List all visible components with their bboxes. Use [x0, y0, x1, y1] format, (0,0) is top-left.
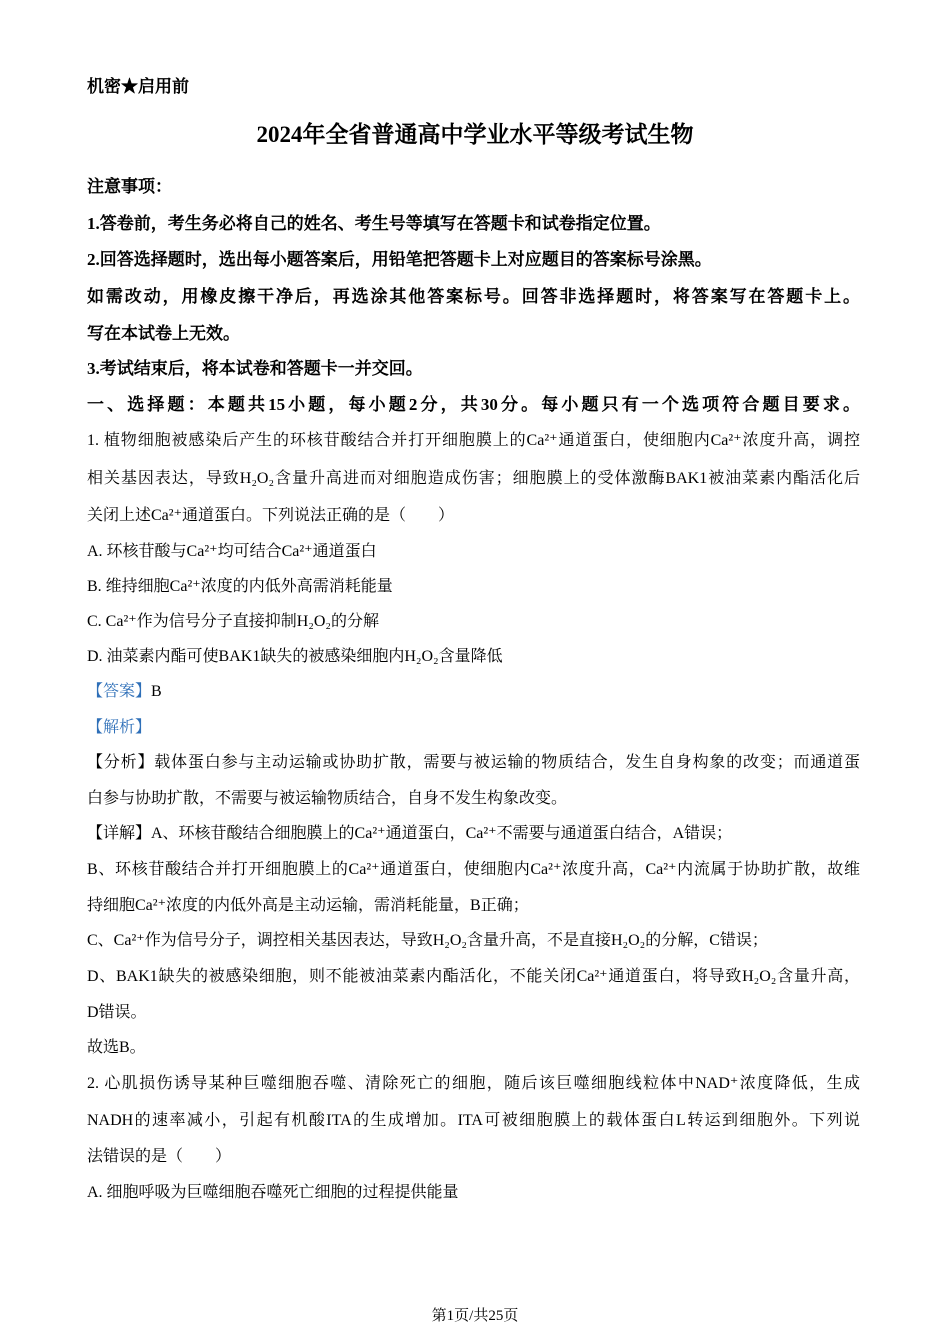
answer-line — [87, 682, 162, 702]
question-stem: 法错误的是（ ） — [87, 1148, 232, 1165]
notice-line: 1.答卷前，考生务必将自己的姓名、考生号等填写在答题卡和试卷指定位置。 — [87, 214, 661, 233]
option-b: B. 维持细胞Ca²⁺浓度的内低外高需消耗能量 — [87, 578, 393, 595]
answer-label: 【答案】 — [87, 683, 152, 700]
option-c: C. Ca²⁺作为信号分子直接抑制H₂O₂的分解 — [87, 613, 379, 630]
notice-line: 3.考试结束后，将本试卷和答题卡一并交回。 — [87, 359, 423, 378]
question-stem: 1. 植物细胞被感染后产生的环核苷酸结合并打开细胞膜上的Ca²⁺通道蛋白，使细胞内Ca²⁺浓度升高，调控 — [87, 432, 860, 449]
question-stem: 关闭上述Ca²⁺通道蛋白。下列说法正确的是（ ） — [87, 507, 455, 524]
analysis-line: 持细胞Ca²⁺浓度的内低外高是主动运输，需消耗能量，B正确； — [87, 897, 529, 914]
notice-heading: 注意事项： — [87, 177, 172, 196]
analysis-line: 白参与协助扩散，不需要与被运输物质结合，自身不发生构象改变。 — [87, 790, 568, 807]
question-stem: NADH的速率减小，引起有机酸ITA的生成增加。ITA可被细胞膜上的载体蛋白L转运到细胞外。下列说 — [87, 1112, 860, 1129]
analysis-line: D、BAK1缺失的被感染细胞，则不能被油菜素内酯活化，不能关闭Ca²⁺通道蛋白，将导致H₂O₂含量升高， — [87, 968, 860, 985]
option-d: D. 油菜素内酯可使BAK1缺失的被感染细胞内H₂O₂含量降低 — [87, 648, 503, 665]
notice-line: 如需改动，用橡皮擦干净后，再选涂其他答案标号。回答非选择题时，将答案写在答题卡上。 — [87, 287, 860, 306]
notice-line: 2.回答选择题时，选出每小题答案后，用铅笔把答题卡上对应题目的答案标号涂黑。 — [87, 250, 712, 269]
notice-line: 写在本试卷上无效。 — [87, 324, 240, 343]
answer-value: B — [151, 683, 162, 700]
analysis-label: 【解析】 — [87, 719, 152, 736]
confidential-label: 机密★启用前 — [87, 77, 189, 96]
question-stem: 2. 心肌损伤诱导某种巨噬细胞吞噬、清除死亡的细胞，随后该巨噬细胞线粒体中NAD⁺浓度降低，生成 — [87, 1075, 860, 1092]
section-heading: 一、选择题：本题共15小题，每小题2分，共30分。每小题只有一个选项符合题目要求。 — [87, 395, 860, 414]
option-a: A. 环核苷酸与Ca²⁺均可结合Ca²⁺通道蛋白 — [87, 543, 377, 560]
page-title: 2024年全省普通高中学业水平等级考试生物 — [256, 122, 694, 147]
analysis-line: B、环核苷酸结合并打开细胞膜上的Ca²⁺通道蛋白，使细胞内Ca²⁺浓度升高，Ca²⁺内流属于协助扩散，故维 — [87, 861, 860, 878]
analysis-line: 【分析】载体蛋白参与主动运输或协助扩散，需要与被运输的物质结合，发生自身构象的改变；而通道蛋 — [87, 754, 860, 771]
analysis-line: 故选B。 — [87, 1039, 146, 1056]
analysis-line: D错误。 — [87, 1004, 147, 1021]
analysis-line: C、Ca²⁺作为信号分子，调控相关基因表达，导致H₂O₂含量升高，不是直接H₂O₂的分解，C错误； — [87, 932, 768, 949]
page-number: 第1页/共25页 — [431, 1308, 519, 1324]
option-a: A. 细胞呼吸为巨噬细胞吞噬死亡细胞的过程提供能量 — [87, 1184, 459, 1201]
analysis-line: 【详解】A、环核苷酸结合细胞膜上的Ca²⁺通道蛋白，Ca²⁺不需要与通道蛋白结合，A错误； — [87, 825, 733, 842]
question-stem: 相关基因表达，导致H₂O₂含量升高进而对细胞造成伤害；细胞膜上的受体激酶BAK1被油菜素内酯活化后 — [87, 470, 860, 487]
